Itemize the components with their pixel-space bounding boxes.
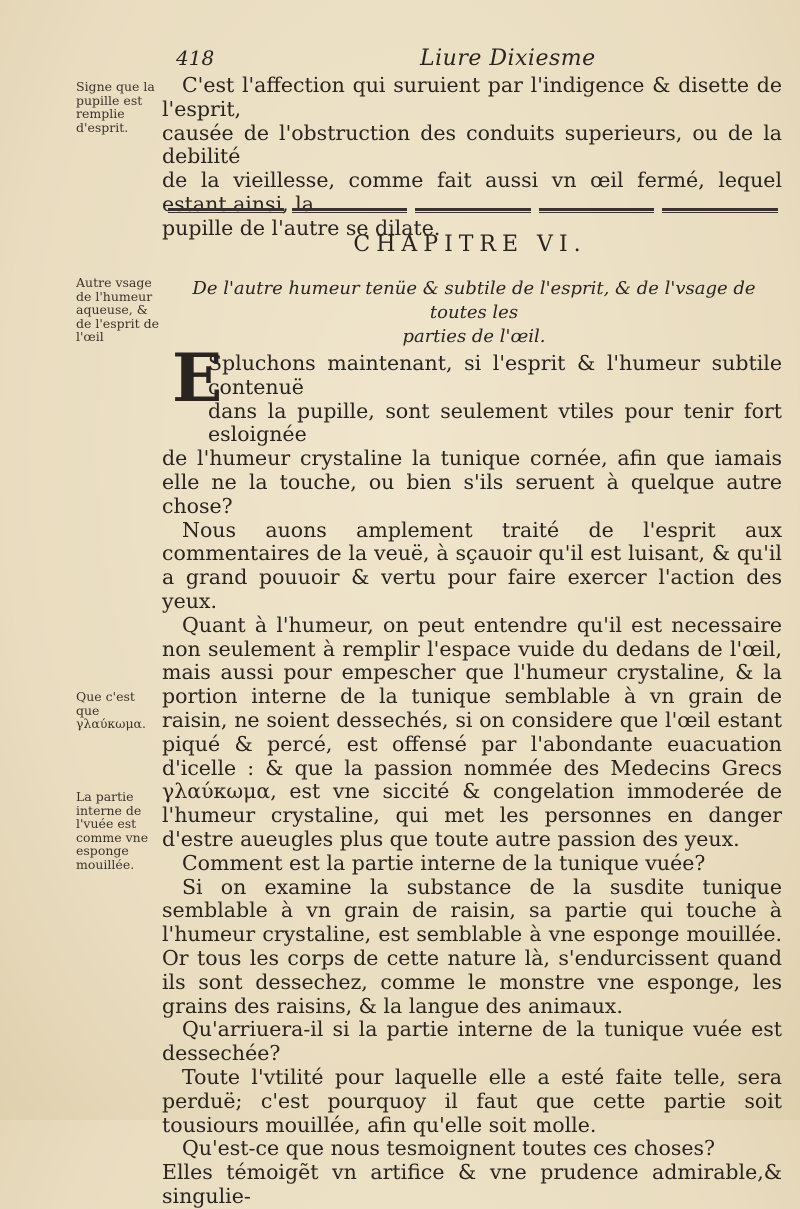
text-line: causée de l'obstruction des conduits superieurs, ou de la debilité <box>162 120 782 169</box>
running-title: Liure Dixiesme <box>420 46 596 71</box>
chapter-title: CHAPITRE VI. <box>353 232 587 257</box>
text-line: de la vieillesse, comme fait aussi vn œil fermé, lequel estant ainsi, la <box>162 168 782 216</box>
main-text <box>162 352 782 1209</box>
text-line: Spluchons maintenant, si l'esprit & l'humeur subtile contenuë <box>208 351 782 399</box>
drop-capital: E <box>172 339 223 417</box>
paragraph: Si on examine la substance de la susdite tunique semblable à vn grain de raisin, sa partie qui touche à l'humeur crystaline, est semblable à vne esponge mouillée. Or tous les corps de cette nature là, s'endurcissent quand ils sont dessechez, comme le monstre vne esponge, les grains des raisins, & la langue des animaux. <box>162 874 782 1018</box>
paragraph: Comment est la partie interne de la tunique vuée? <box>182 850 706 875</box>
top-paragraph <box>162 74 782 241</box>
text-line: pupille de l'autre se dilate. <box>162 215 441 240</box>
text-line: dans la pupille, sont seulement vtiles pour tenir fort esloignée <box>208 398 782 447</box>
chapter-subtitle <box>168 277 780 349</box>
subtitle-line: parties de l'œil. <box>402 326 546 347</box>
margin-note-pupil: Signe que la pupille est remplie d'esprit. <box>76 79 155 135</box>
margin-note-usage: Autre vsage de l'humeur aqueuse, & de l'esprit de l'œil <box>76 275 159 344</box>
subtitle-line: De l'autre humeur tenüe & subtile de l'esprit, & de l'vsage de toutes les <box>192 278 756 323</box>
page-number: 418 <box>176 46 215 70</box>
paragraph: de l'humeur crystaline la tunique cornée, afin que iamais elle ne la touche, ou bien s'ils seruent à quelque autre chose? <box>162 446 782 518</box>
paragraph: Qu'arriuera-il si la partie interne de la tunique vuée est dessechée? <box>162 1017 782 1066</box>
paragraph: Elles témoigẽt vn artifice & vne prudence admirable,& singulie- <box>162 1160 782 1208</box>
paragraph: Qu'est-ce que nous tesmoignent toutes ces choses? <box>182 1136 716 1161</box>
margin-note-glaucoma: Que c'est que γλαύκωμα. <box>76 689 146 731</box>
text-line: C'est l'affection qui suruient par l'indigence & disette de l'esprit, <box>162 73 782 121</box>
margin-note-sponge: La partie interne de l'vuée est comme vne esponge mouillée. <box>76 789 149 872</box>
paragraph: Nous auons amplement traité de l'esprit aux commentaires de la veuë, à sçauoir qu'il est luisant, & qu'il a grand pouuoir & vertu pour faire exercer l'action des yeux. <box>162 517 782 613</box>
ornamental-rule <box>168 208 778 214</box>
paragraph: Quant à l'humeur, on peut entendre qu'il est necessaire non seulement à remplir l'espace vuide du dedans de l'œil, mais aussi pour empescher que l'humeur crystaline, & la portion interne de la tunique semblable à vn grain de raisin, ne soient dessechés, si on considere que l'œil estant piqué & percé, est offensé par l'abondante euacuation d'icelle : & que la passion nommée des Medecins Grecs γλαύκωμα, est vne siccité & congelation immoderée de l'humeur crystaline, qui met les personnes en danger d'estre aueugles plus que toute autre passion des yeux. <box>162 612 782 851</box>
paragraph: Toute l'vtilité pour laquelle elle a esté faite telle, sera perduë; c'est pourquoy il faut que cette partie soit tousiours mouillée, afin qu'elle soit molle. <box>162 1064 782 1137</box>
